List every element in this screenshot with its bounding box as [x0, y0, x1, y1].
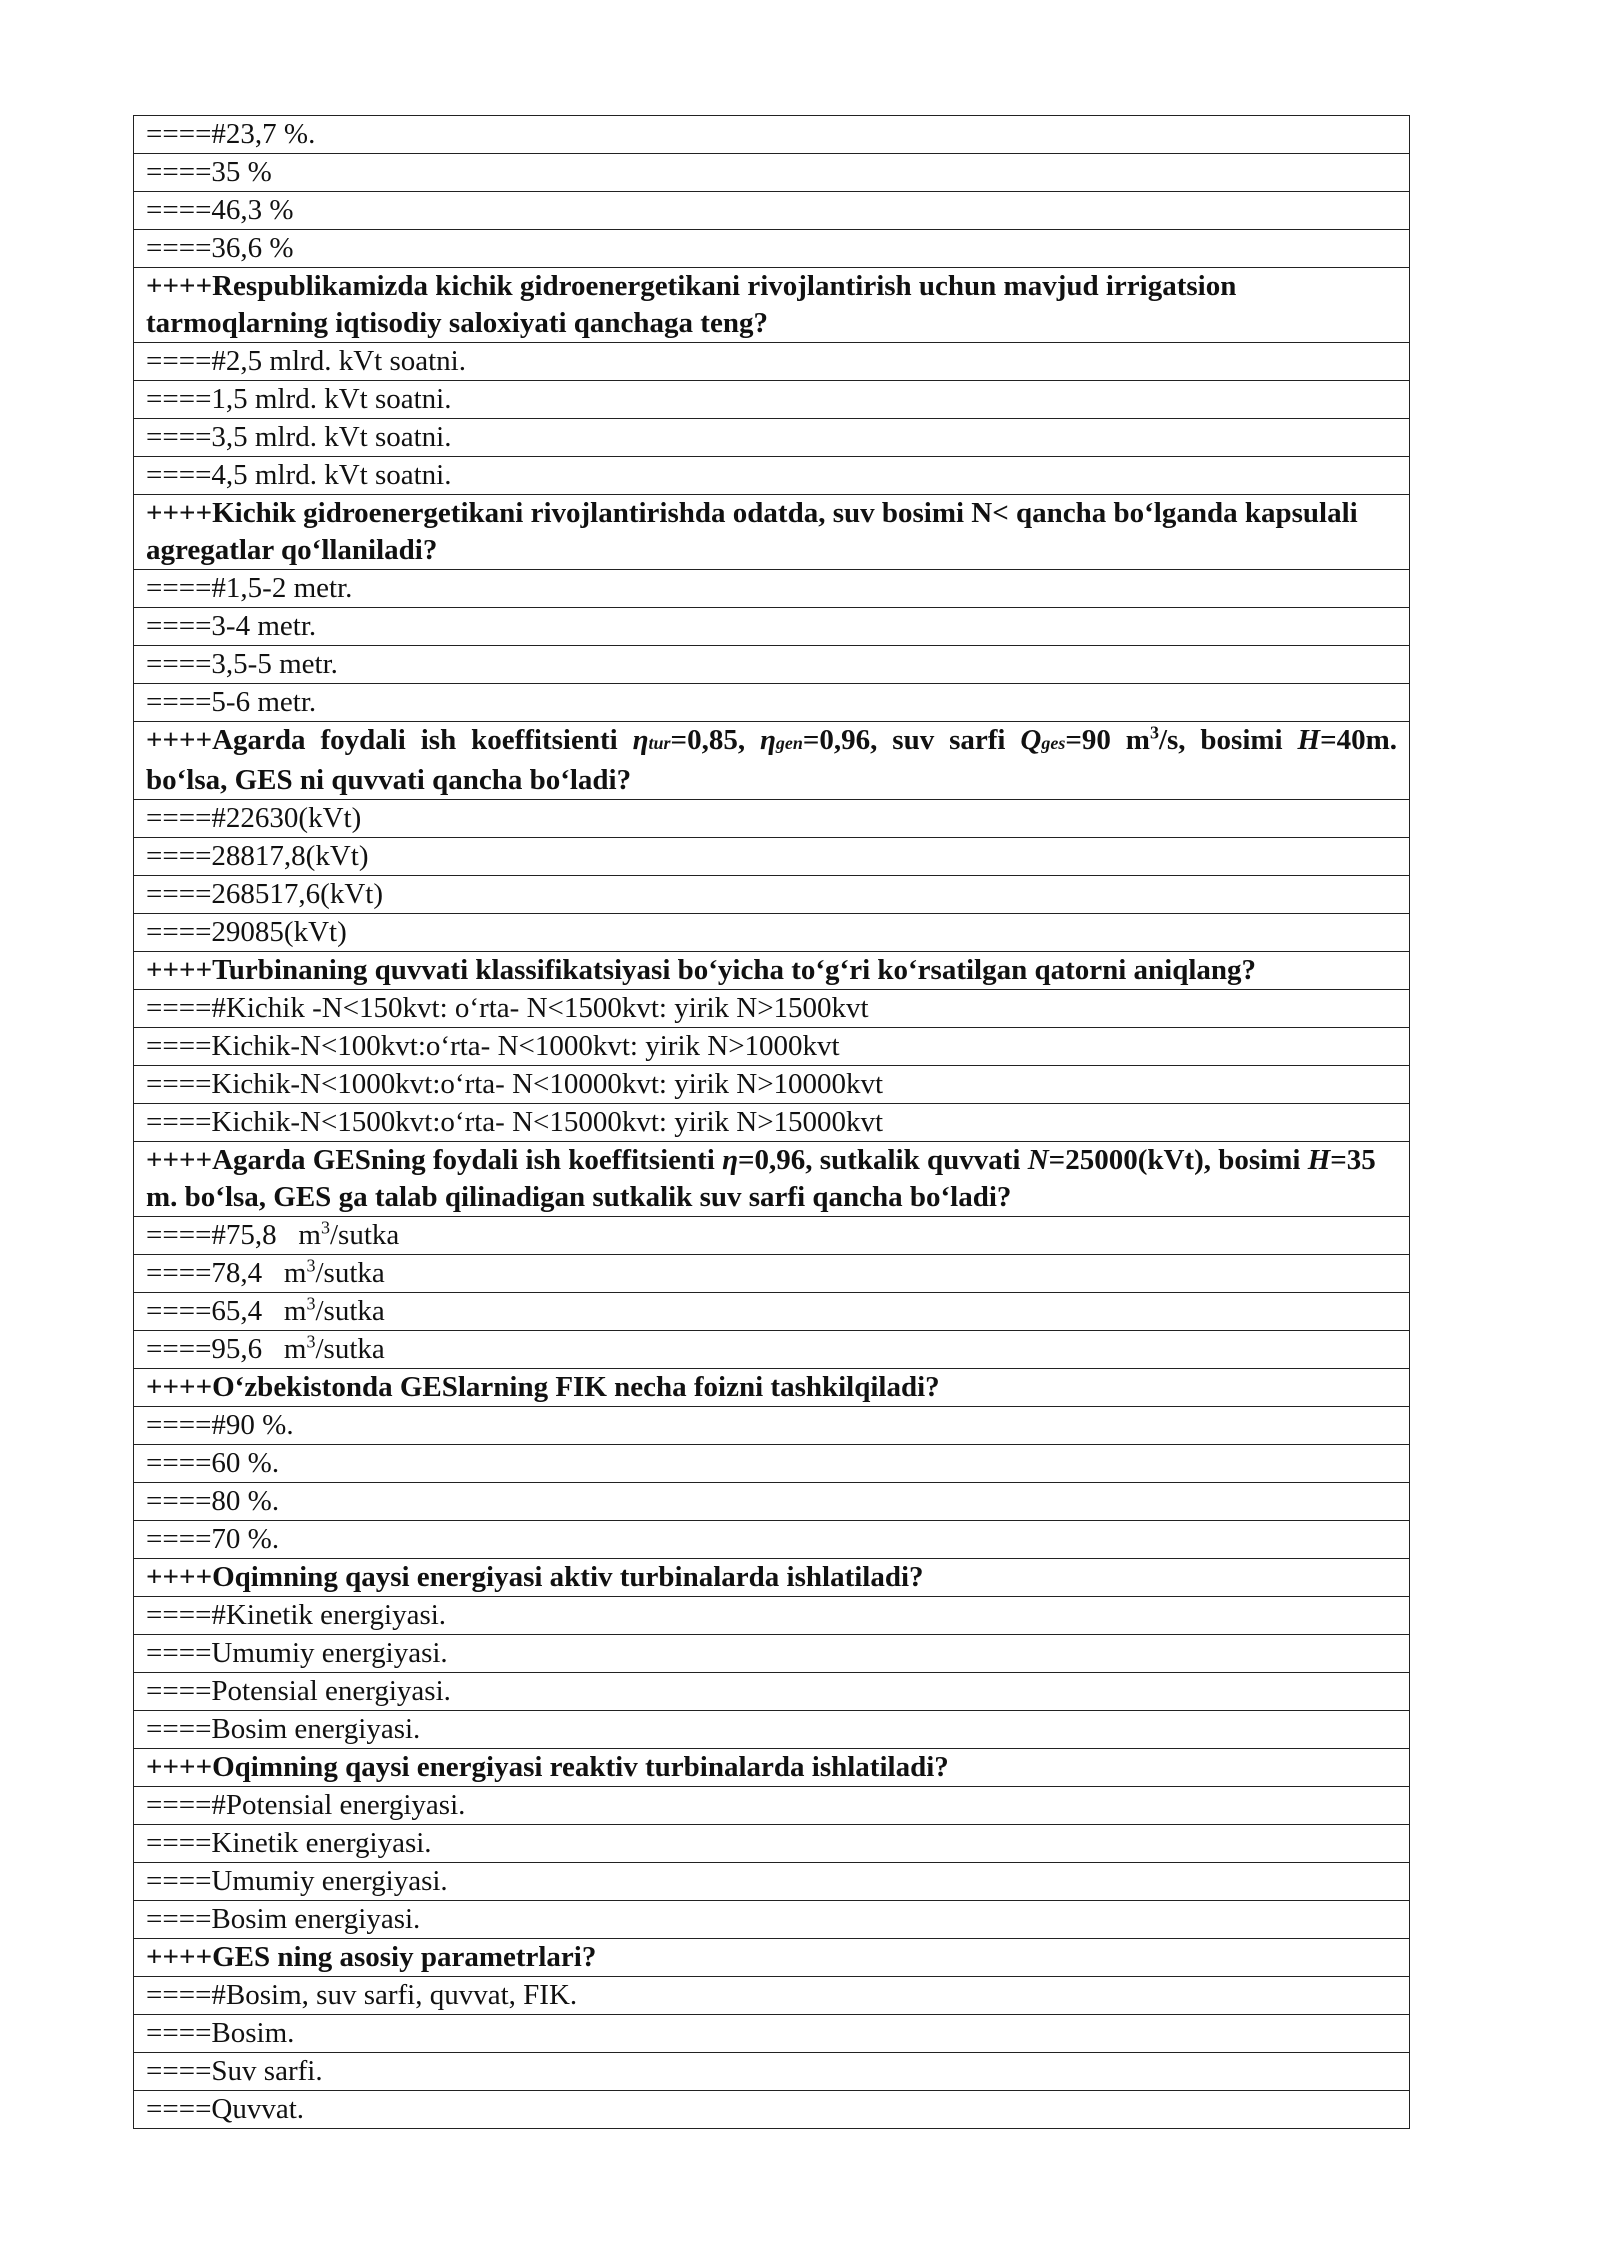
answer-row: [134, 2015, 1410, 2053]
answer-cell: ====#Bosim, suv sarfi, quvvat, FIK.: [134, 1977, 1410, 2015]
answer-row: [134, 457, 1410, 495]
answer-row: [134, 1293, 1410, 1331]
question-cell: ++++Respublikamizda kichik gidroenergetikani rivojlantirish uchun mavjud irrigatsion tarmoqlarning iqtisodiy saloxiyati qanchaga teng?: [134, 268, 1410, 343]
answer-cell: ====Bosim energiyasi.: [134, 1711, 1410, 1749]
answer-value: ====#75,8 m: [146, 1219, 321, 1251]
answer-row: [134, 1445, 1410, 1483]
eta-subscript: tur: [648, 733, 671, 753]
quiz-table: [133, 115, 1410, 2129]
answer-row: [134, 381, 1410, 419]
n-symbol: N: [1027, 1144, 1049, 1176]
answer-cell: ====#90 %.: [134, 1407, 1410, 1445]
unit-exponent: 3: [306, 1255, 316, 1276]
answer-cell: ====Bosim energiyasi.: [134, 1901, 1410, 1939]
eta-symbol: η: [759, 724, 776, 756]
h-symbol: H: [1307, 1144, 1331, 1176]
unit-exponent: 3: [320, 1217, 330, 1238]
answer-cell: ====Suv sarfi.: [134, 2053, 1410, 2091]
question-row: [134, 1939, 1410, 1977]
answer-cell: ====60 %.: [134, 1445, 1410, 1483]
question-text: =0,96, sutkalik quvvati: [738, 1144, 1028, 1176]
answer-row: [134, 1977, 1410, 2015]
answer-cell: ====5-6 metr.: [134, 684, 1410, 722]
answer-cell: ====4,5 mlrd. kVt soatni.: [134, 457, 1410, 495]
answer-cell: ====Kichik-N<1500kvt:o‘rta- N<15000kvt: yirik N>15000kvt: [134, 1104, 1410, 1142]
answer-cell: ====36,6 %: [134, 230, 1410, 268]
answer-value: ====95,6 m: [146, 1333, 307, 1365]
question-text: =25000(kVt), bosimi: [1048, 1144, 1308, 1176]
question-row: [134, 1142, 1410, 1217]
answer-row: [134, 1635, 1410, 1673]
unit-exponent: 3: [306, 1293, 316, 1314]
answer-row: [134, 192, 1410, 230]
answer-row: [134, 1066, 1410, 1104]
answer-cell: ====Kichik-N<1000kvt:o‘rta- N<10000kvt: yirik N>10000kvt: [134, 1066, 1410, 1104]
question-row: [134, 495, 1410, 570]
answer-value: ====65,4 m: [146, 1295, 307, 1327]
answer-cell: ====35 %: [134, 154, 1410, 192]
question-cell: ++++Oqimning qaysi energiyasi aktiv turbinalarda ishlatiladi?: [134, 1559, 1410, 1597]
question-row: [134, 952, 1410, 990]
answer-row: [134, 230, 1410, 268]
answer-cell: ====#Potensial energiyasi.: [134, 1787, 1410, 1825]
question-text: =0,96, suv sarfi: [802, 724, 1021, 756]
question-cell: ++++Oqimning qaysi energiyasi reaktiv turbinalarda ishlatiladi?: [134, 1749, 1410, 1787]
answer-row: [134, 1217, 1410, 1255]
answer-cell: ====#2,5 mlrd. kVt soatni.: [134, 343, 1410, 381]
answer-cell: [134, 1255, 1410, 1293]
answer-cell: ====29085(kVt): [134, 914, 1410, 952]
question-text: =40m. bo‘lsa, GES ni quvvati qancha bo‘ladi?: [146, 724, 1398, 796]
answer-row: [134, 876, 1410, 914]
answer-row: [134, 419, 1410, 457]
q-symbol: Q: [1020, 724, 1042, 756]
answer-cell: ====#23,7 %.: [134, 116, 1410, 154]
answer-row: [134, 838, 1410, 876]
unit-tail: /sutka: [329, 1219, 400, 1251]
answer-cell: [134, 1331, 1410, 1369]
question-cell: ++++Turbinaning quvvati klassifikatsiyasi bo‘yicha to‘g‘ri ko‘rsatilgan qatorni aniqlang?: [134, 952, 1410, 990]
answer-row: [134, 608, 1410, 646]
eta-symbol: η: [722, 1144, 739, 1176]
question-text: =0,85,: [670, 724, 760, 756]
answer-row: [134, 154, 1410, 192]
answer-cell: ====#Kichik -N<150kvt: o‘rta- N<1500kvt: yirik N>1500kvt: [134, 990, 1410, 1028]
unit-exponent: 3: [306, 1331, 316, 1352]
answer-cell: ====80 %.: [134, 1483, 1410, 1521]
question-row: [134, 722, 1410, 800]
answer-row: [134, 1104, 1410, 1142]
answer-cell: ====#22630(kVt): [134, 800, 1410, 838]
answer-row: [134, 1787, 1410, 1825]
question-row: [134, 1559, 1410, 1597]
question-cell: ++++Kichik gidroenergetikani rivojlantirishda odatda, suv bosimi N< qancha bo‘lganda kapsulali agregatlar qo‘llaniladi?: [134, 495, 1410, 570]
answer-row: [134, 1673, 1410, 1711]
answer-cell: ====Potensial energiyasi.: [134, 1673, 1410, 1711]
answer-row: [134, 1407, 1410, 1445]
answer-row: [134, 800, 1410, 838]
answer-row: [134, 1901, 1410, 1939]
answer-cell: ====70 %.: [134, 1521, 1410, 1559]
answer-row: [134, 684, 1410, 722]
answer-row: [134, 570, 1410, 608]
eta-symbol: η: [632, 724, 649, 756]
question-cell: [134, 722, 1410, 800]
answer-cell: [134, 1217, 1410, 1255]
question-row: [134, 1369, 1410, 1407]
answer-cell: ====268517,6(kVt): [134, 876, 1410, 914]
answer-row: [134, 116, 1410, 154]
answer-row: [134, 914, 1410, 952]
answer-row: [134, 1863, 1410, 1901]
answer-cell: ====Umumiy energiyasi.: [134, 1863, 1410, 1901]
question-row: [134, 268, 1410, 343]
question-cell: [134, 1142, 1410, 1217]
answer-row: [134, 1255, 1410, 1293]
answer-row: [134, 1331, 1410, 1369]
answer-row: [134, 646, 1410, 684]
unit-tail: /sutka: [315, 1257, 385, 1289]
answer-row: [134, 343, 1410, 381]
answer-cell: ====3,5 mlrd. kVt soatni.: [134, 419, 1410, 457]
answer-cell: ====Umumiy energiyasi.: [134, 1635, 1410, 1673]
unit-tail: /sutka: [315, 1333, 385, 1365]
h-symbol: H: [1297, 724, 1321, 756]
answer-row: [134, 2053, 1410, 2091]
answer-row: [134, 990, 1410, 1028]
answer-row: [134, 1597, 1410, 1635]
question-row: [134, 1749, 1410, 1787]
answer-cell: ====#Kinetik energiyasi.: [134, 1597, 1410, 1635]
answer-cell: ====#1,5-2 metr.: [134, 570, 1410, 608]
answer-cell: ====46,3 %: [134, 192, 1410, 230]
answer-row: [134, 1711, 1410, 1749]
answer-row: [134, 2091, 1410, 2129]
answer-row: [134, 1825, 1410, 1863]
answer-row: [134, 1028, 1410, 1066]
answer-cell: ====Kichik-N<100kvt:o‘rta- N<1000kvt: yirik N>1000kvt: [134, 1028, 1410, 1066]
answer-cell: ====28817,8(kVt): [134, 838, 1410, 876]
answer-cell: ====Bosim.: [134, 2015, 1410, 2053]
question-text: ++++Agarda GESning foydali ish koeffitsienti: [146, 1144, 723, 1176]
answer-row: [134, 1483, 1410, 1521]
answer-cell: ====3,5-5 metr.: [134, 646, 1410, 684]
answer-cell: ====1,5 mlrd. kVt soatni.: [134, 381, 1410, 419]
question-text: ++++Agarda foydali ish koeffitsienti: [146, 724, 633, 756]
unit-tail: /sutka: [315, 1295, 385, 1327]
answer-cell: ====Quvvat.: [134, 2091, 1410, 2129]
q-subscript: ges: [1041, 733, 1066, 753]
question-cell: ++++O‘zbekistonda GESlarning FIK necha foizni tashkilqiladi?: [134, 1369, 1410, 1407]
unit-exponent: 3: [1149, 722, 1159, 743]
quiz-table-body: [134, 116, 1410, 2129]
question-cell: ++++GES ning asosiy parametrlari?: [134, 1939, 1410, 1977]
answer-value: ====78,4 m: [146, 1257, 307, 1289]
answer-row: [134, 1521, 1410, 1559]
answer-cell: ====Kinetik energiyasi.: [134, 1825, 1410, 1863]
answer-cell: [134, 1293, 1410, 1331]
answer-cell: ====3-4 metr.: [134, 608, 1410, 646]
question-text: /s, bosimi: [1158, 724, 1298, 756]
question-text: =90 m: [1065, 724, 1150, 756]
eta-subscript: gen: [775, 733, 803, 753]
question-text: =35 m. bo‘lsa, GES ga talab qilinadigan sutkalik suv sarfi qancha bo‘ladi?: [146, 1144, 1376, 1213]
